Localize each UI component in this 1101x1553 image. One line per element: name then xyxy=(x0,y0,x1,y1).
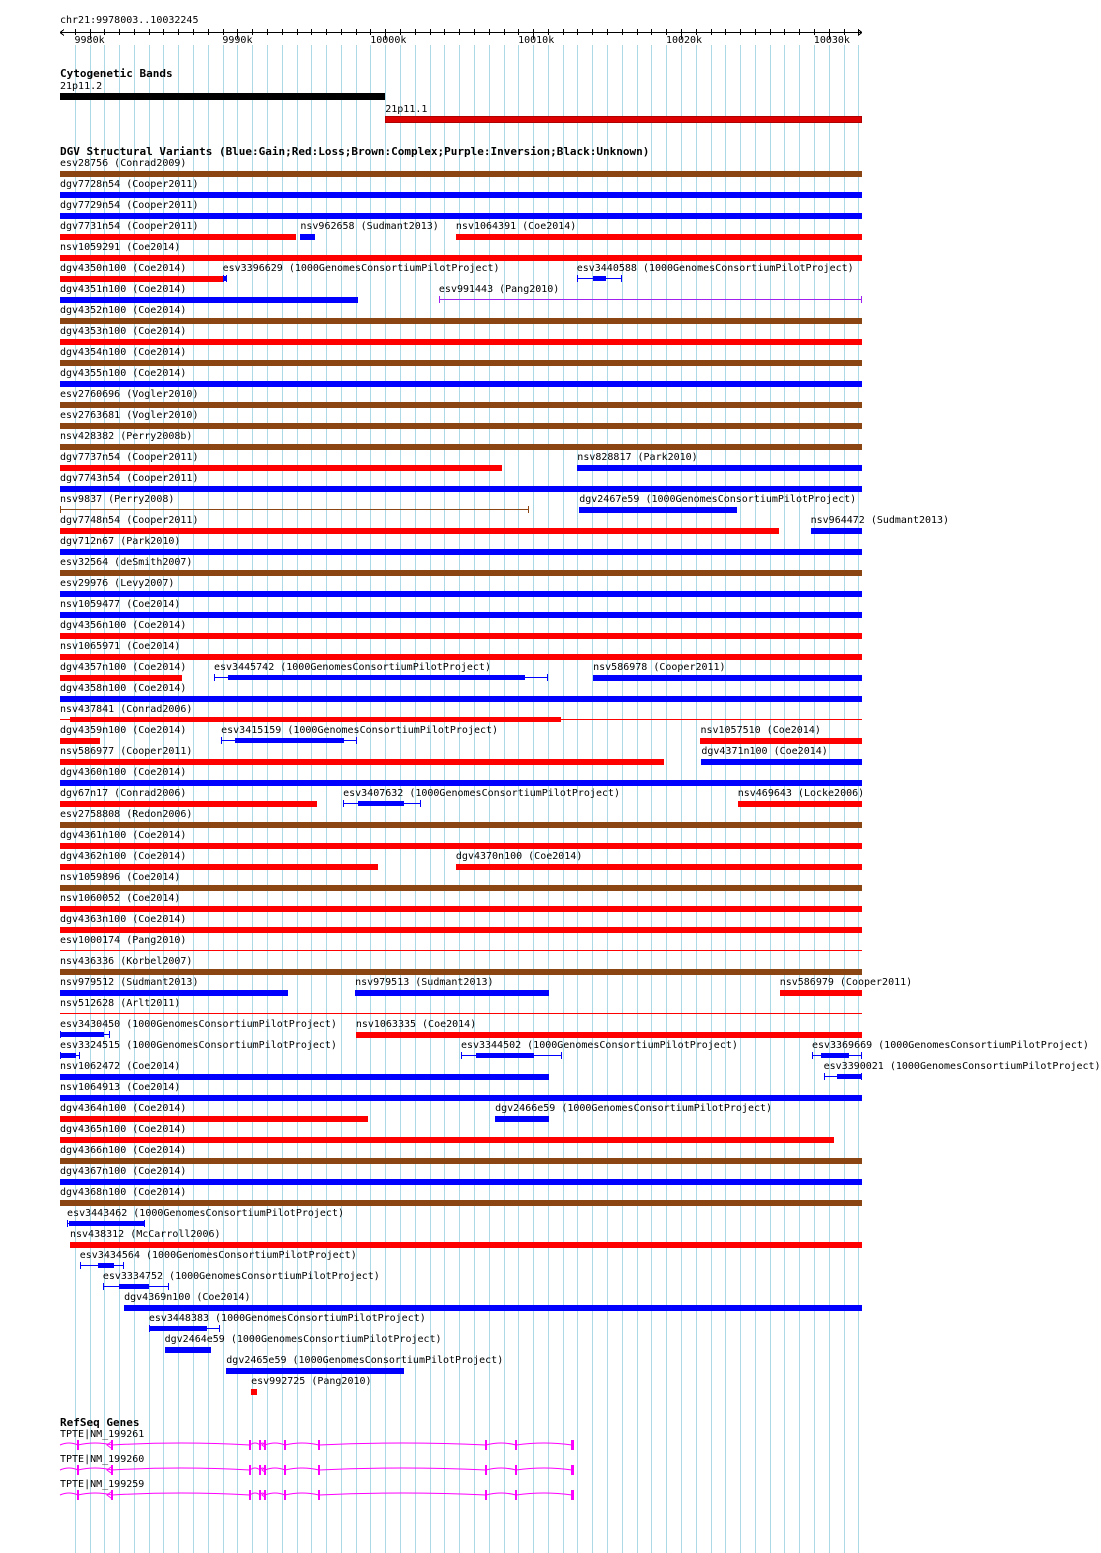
variant-label: dgv4350n100 (Coe2014) xyxy=(60,263,187,274)
gene-exon xyxy=(284,1490,286,1500)
variant-label: nsv1064391 (Coe2014) xyxy=(455,221,577,232)
variant-label: esv3407632 (1000GenomesConsortiumPilotProject) xyxy=(343,788,621,799)
variant-label: dgv4359n100 (Coe2014) xyxy=(60,725,187,736)
variant-bar[interactable] xyxy=(60,927,862,933)
gene-exon xyxy=(571,1490,574,1500)
ruler-tick-label: 10010k xyxy=(518,35,555,46)
variant-hairline[interactable] xyxy=(60,950,862,951)
variant-bar[interactable] xyxy=(358,801,404,806)
variant-label: nsv828817 (Park2010) xyxy=(577,452,698,463)
variant-end-tick xyxy=(577,275,578,282)
variant-label: nsv586978 (Cooper2011) xyxy=(593,662,726,673)
variant-bar[interactable] xyxy=(355,990,549,996)
variant-bar[interactable] xyxy=(60,633,862,639)
variant-label: dgv2466e59 (1000GenomesConsortiumPilotProject) xyxy=(495,1103,773,1114)
variant-bar[interactable] xyxy=(60,234,296,240)
variant-label: dgv4356n100 (Coe2014) xyxy=(60,620,187,631)
variant-bar[interactable] xyxy=(476,1053,535,1058)
gene-exon xyxy=(264,1465,266,1475)
variant-bar[interactable] xyxy=(60,759,664,765)
variant-hairline[interactable] xyxy=(439,299,862,300)
gene-exon xyxy=(77,1490,79,1500)
variant-bar[interactable] xyxy=(821,1053,849,1058)
variant-label: nsv1059291 (Coe2014) xyxy=(60,242,181,253)
gene-exon xyxy=(515,1465,517,1475)
gene-exon xyxy=(259,1490,261,1500)
variant-label: nsv9837 (Perry2008) xyxy=(60,494,175,505)
gene-exon xyxy=(259,1465,261,1475)
variant-label: nsv1059896 (Coe2014) xyxy=(60,872,181,883)
variant-bar[interactable] xyxy=(60,801,317,807)
variant-bar[interactable] xyxy=(60,1200,862,1206)
variant-label: esv3324515 (1000GenomesConsortiumPilotProject) xyxy=(60,1040,337,1051)
variant-end-tick xyxy=(80,1262,81,1269)
ruler-tick-label: 10000k xyxy=(370,35,407,46)
variant-bar[interactable] xyxy=(60,213,862,219)
variant-label: esv2758808 (Redon2006) xyxy=(60,809,193,820)
variant-bar[interactable] xyxy=(60,675,182,681)
variant-bar[interactable] xyxy=(593,675,862,681)
variant-bar[interactable] xyxy=(60,192,862,198)
variant-label: dgv712n67 (Park2010) xyxy=(60,536,181,547)
variant-label: nsv512628 (Arlt2011) xyxy=(60,998,181,1009)
variant-label: esv29976 (Levy2007) xyxy=(60,578,175,589)
variant-label: esv3334752 (1000GenomesConsortiumPilotProject) xyxy=(102,1271,380,1282)
gene-exon xyxy=(318,1490,320,1500)
variant-bar[interactable] xyxy=(98,1263,115,1268)
variant-label: dgv4355n100 (Coe2014) xyxy=(60,368,187,379)
gene-exon xyxy=(264,1490,266,1500)
variant-bar[interactable] xyxy=(60,486,862,492)
variant-label: nsv438312 (McCarroll2006) xyxy=(70,1229,221,1240)
variant-label: nsv1057510 (Coe2014) xyxy=(700,725,821,736)
variant-bar[interactable] xyxy=(226,1368,404,1374)
variant-label: dgv4352n100 (Coe2014) xyxy=(60,305,187,316)
variant-bar[interactable] xyxy=(60,591,862,597)
variant-label: esv3396629 (1000GenomesConsortiumPilotProject) xyxy=(222,263,500,274)
variant-bar[interactable] xyxy=(165,1347,211,1353)
variant-end-tick xyxy=(219,1325,220,1332)
variant-bar[interactable] xyxy=(577,465,862,471)
variant-hairline[interactable] xyxy=(60,509,529,510)
gene-exon xyxy=(264,1440,266,1450)
variant-label: dgv4354n100 (Coe2014) xyxy=(60,347,187,358)
variant-bar[interactable] xyxy=(300,234,315,240)
ruler-tick-label: 10020k xyxy=(665,35,703,46)
variant-label: nsv962658 (Sudmant2013) xyxy=(300,221,439,232)
variant-bar[interactable] xyxy=(60,318,862,324)
variant-label: nsv586979 (Cooper2011) xyxy=(779,977,913,988)
variant-bar[interactable] xyxy=(70,717,561,722)
variant-bar[interactable] xyxy=(60,423,862,429)
gene-exon xyxy=(318,1465,320,1475)
variant-label: dgv2464e59 (1000GenomesConsortiumPilotProject) xyxy=(164,1334,442,1345)
variant-label: dgv4371n100 (Coe2014) xyxy=(701,746,828,757)
variant-label: esv32564 (deSmith2007) xyxy=(60,557,193,568)
variant-end-tick xyxy=(461,1052,462,1059)
variant-end-tick xyxy=(343,800,344,807)
variant-bar[interactable] xyxy=(60,990,288,996)
variant-bar[interactable] xyxy=(223,276,226,281)
gene-exon xyxy=(77,1440,79,1450)
variant-label: esv3448383 (1000GenomesConsortiumPilotProject) xyxy=(148,1313,426,1324)
variant-end-tick xyxy=(79,1052,80,1059)
gene-exon xyxy=(485,1465,487,1475)
gene-exon xyxy=(284,1465,286,1475)
gene-label: TPTE|NM_199260 xyxy=(60,1454,145,1465)
variant-bar[interactable] xyxy=(60,255,862,261)
variant-label: nsv428382 (Perry2008b) xyxy=(60,431,193,442)
variant-bar[interactable] xyxy=(701,759,862,765)
variant-end-tick xyxy=(547,674,548,681)
locus-label: chr21:9978003..10032245 xyxy=(60,15,199,26)
variant-label: esv3430450 (1000GenomesConsortiumPilotProject) xyxy=(60,1019,337,1030)
gene-exon xyxy=(571,1440,574,1450)
variant-bar[interactable] xyxy=(60,360,862,366)
variant-bar[interactable] xyxy=(811,528,862,534)
variant-label: nsv1064913 (Coe2014) xyxy=(60,1082,181,1093)
gene-exon xyxy=(515,1490,517,1500)
gene-exon xyxy=(249,1465,251,1475)
ruler-tick-label: 10030k xyxy=(813,35,850,46)
gene-exon xyxy=(111,1490,113,1500)
variant-label: esv3445742 (1000GenomesConsortiumPilotProject) xyxy=(214,662,491,673)
variant-label: dgv4353n100 (Coe2014) xyxy=(60,326,187,337)
variant-label: nsv469643 (Locke2006) xyxy=(737,788,865,799)
variant-bar[interactable] xyxy=(60,1158,862,1164)
variant-end-tick xyxy=(528,506,529,513)
variant-label: dgv7737n54 (Cooper2011) xyxy=(60,452,199,463)
variant-bar[interactable] xyxy=(60,1032,104,1037)
variant-bar[interactable] xyxy=(149,1326,207,1331)
variant-bar[interactable] xyxy=(60,528,779,534)
variant-hairline[interactable] xyxy=(60,1013,862,1014)
variant-end-tick xyxy=(861,1052,862,1059)
variant-bar[interactable] xyxy=(700,738,862,744)
variant-bar[interactable] xyxy=(235,738,344,743)
variant-label: dgv4363n100 (Coe2014) xyxy=(60,914,187,925)
variant-end-tick xyxy=(824,1073,825,1080)
variant-bar[interactable] xyxy=(69,1221,144,1226)
variant-bar[interactable] xyxy=(124,1305,862,1311)
gene-exon xyxy=(515,1440,517,1450)
variant-bar[interactable] xyxy=(456,864,862,870)
cytoband-label: 21p11.1 xyxy=(385,104,428,115)
gene-intron-line xyxy=(60,1468,572,1470)
variant-label: nsv586977 (Cooper2011) xyxy=(60,746,193,757)
gene-exon xyxy=(111,1465,113,1475)
variant-end-tick xyxy=(420,800,421,807)
variant-label: nsv1059477 (Coe2014) xyxy=(60,599,181,610)
variant-label: esv2763681 (Vogler2010) xyxy=(60,410,199,421)
variant-bar[interactable] xyxy=(579,507,737,513)
variant-bar[interactable] xyxy=(60,654,862,660)
variant-label: nsv979513 (Sudmant2013) xyxy=(355,977,494,988)
cytoband-label: 21p11.2 xyxy=(60,81,103,92)
variant-bar[interactable] xyxy=(60,1116,368,1122)
variant-end-tick xyxy=(67,1220,68,1227)
cyto-track-title: Cytogenetic Bands xyxy=(60,67,173,80)
variant-label: dgv4370n100 (Coe2014) xyxy=(455,851,583,862)
variant-end-tick xyxy=(356,737,357,744)
variant-bar[interactable] xyxy=(60,549,862,555)
variant-label: dgv4358n100 (Coe2014) xyxy=(60,683,187,694)
variant-label: dgv7731n54 (Cooper2011) xyxy=(60,221,199,232)
dgv-track-title: DGV Structural Variants (Blue:Gain;Red:Loss;Brown:Complex;Purple:Inversion;Black:Unknown) xyxy=(60,145,650,158)
variant-end-tick xyxy=(60,506,61,513)
variant-bar[interactable] xyxy=(60,969,862,975)
variant-label: dgv2467e59 (1000GenomesConsortiumPilotProject) xyxy=(579,494,857,505)
variant-bar[interactable] xyxy=(780,990,862,996)
gene-exon xyxy=(485,1490,487,1500)
gene-exon xyxy=(77,1465,79,1475)
variant-bar[interactable] xyxy=(60,864,378,870)
ruler-tick-label: 9990k xyxy=(222,35,253,46)
variant-label: esv2760696 (Vogler2010) xyxy=(60,389,199,400)
variant-label: dgv4367n100 (Coe2014) xyxy=(60,1166,187,1177)
variant-label: dgv4369n100 (Coe2014) xyxy=(124,1292,251,1303)
variant-label: dgv67n17 (Conrad2006) xyxy=(60,788,187,799)
variant-label: dgv2465e59 (1000GenomesConsortiumPilotProject) xyxy=(226,1355,504,1366)
variant-label: nsv437841 (Conrad2006) xyxy=(60,704,193,715)
gene-exon xyxy=(111,1440,113,1450)
variant-bar[interactable] xyxy=(60,444,862,450)
variant-end-tick xyxy=(123,1262,124,1269)
variant-end-tick xyxy=(561,1052,562,1059)
variant-label: esv1000174 (Pang2010) xyxy=(60,935,187,946)
variant-bar[interactable] xyxy=(60,822,862,828)
variant-bar[interactable] xyxy=(60,1179,862,1185)
variant-label: dgv4368n100 (Coe2014) xyxy=(60,1187,187,1198)
variant-bar[interactable] xyxy=(60,906,862,912)
variant-label: dgv4366n100 (Coe2014) xyxy=(60,1145,187,1156)
variant-bar[interactable] xyxy=(593,276,606,281)
variant-bar[interactable] xyxy=(60,402,862,408)
variant-label: dgv4361n100 (Coe2014) xyxy=(60,830,187,841)
variant-bar[interactable] xyxy=(60,1095,862,1101)
variant-label: nsv964472 (Sudmant2013) xyxy=(810,515,950,526)
gene-model[interactable] xyxy=(0,1463,890,1477)
variant-label: dgv7729n54 (Cooper2011) xyxy=(60,200,199,211)
variant-label: esv3390021 (1000GenomesConsortiumPilotProject) xyxy=(823,1061,1101,1072)
gene-intron-line xyxy=(60,1443,572,1445)
variant-label: esv3369669 (1000GenomesConsortiumPilotProject) xyxy=(811,1040,1089,1051)
variant-label: dgv4357n100 (Coe2014) xyxy=(60,662,187,673)
gene-exon xyxy=(249,1490,251,1500)
gene-exon xyxy=(249,1440,251,1450)
gene-exon xyxy=(284,1440,286,1450)
gene-label: TPTE|NM_199261 xyxy=(60,1429,145,1440)
variant-label: esv3344502 (1000GenomesConsortiumPilotProject) xyxy=(460,1040,738,1051)
variant-label: esv991443 (Pang2010) xyxy=(438,284,560,295)
variant-end-tick xyxy=(214,674,215,681)
variant-bar[interactable] xyxy=(60,381,862,387)
gene-exon xyxy=(485,1440,487,1450)
variant-label: nsv1060052 (Coe2014) xyxy=(60,893,181,904)
variant-label: esv3415159 (1000GenomesConsortiumPilotProject) xyxy=(221,725,499,736)
variant-bar[interactable] xyxy=(60,696,862,702)
variant-label: dgv7728n54 (Cooper2011) xyxy=(60,179,199,190)
variant-bar[interactable] xyxy=(738,801,862,807)
variant-bar[interactable] xyxy=(456,234,862,240)
variant-label: dgv4365n100 (Coe2014) xyxy=(60,1124,187,1135)
variant-bar[interactable] xyxy=(837,1074,862,1079)
variant-bar[interactable] xyxy=(60,465,502,471)
variant-bar[interactable] xyxy=(495,1116,549,1122)
gene-exon xyxy=(318,1440,320,1450)
cytoband[interactable] xyxy=(385,116,862,123)
variant-label: dgv4362n100 (Coe2014) xyxy=(60,851,187,862)
variant-label: nsv979512 (Sudmant2013) xyxy=(60,977,199,988)
variant-label: esv992725 (Pang2010) xyxy=(251,1376,372,1387)
variant-bar[interactable] xyxy=(60,297,358,303)
variant-bar[interactable] xyxy=(228,675,524,680)
variant-bar[interactable] xyxy=(60,843,862,849)
variant-bar[interactable] xyxy=(60,276,224,282)
variant-bar[interactable] xyxy=(60,780,862,786)
variant-bar[interactable] xyxy=(60,570,862,576)
variant-end-tick xyxy=(103,1283,104,1290)
variant-end-tick xyxy=(109,1031,110,1038)
variant-bar[interactable] xyxy=(60,171,862,177)
variant-label: esv3440588 (1000GenomesConsortiumPilotProject) xyxy=(576,263,854,274)
variant-label: esv28756 (Conrad2009) xyxy=(60,158,187,169)
variant-end-tick xyxy=(812,1052,813,1059)
ruler-tick-label: 9980k xyxy=(74,35,105,46)
gene-label: TPTE|NM_199259 xyxy=(60,1479,145,1490)
variant-end-tick xyxy=(861,296,862,303)
variant-bar[interactable] xyxy=(251,1389,257,1395)
variant-end-tick xyxy=(168,1283,169,1290)
gene-exon xyxy=(259,1440,261,1450)
variant-label: dgv4351n100 (Coe2014) xyxy=(60,284,187,295)
variant-bar[interactable] xyxy=(356,1032,862,1038)
variant-bar[interactable] xyxy=(60,1074,549,1080)
variant-end-tick xyxy=(621,275,622,282)
variant-label: dgv4360n100 (Coe2014) xyxy=(60,767,187,778)
variant-label: dgv4364n100 (Coe2014) xyxy=(60,1103,187,1114)
variant-end-tick xyxy=(144,1220,145,1227)
variant-label: esv3434564 (1000GenomesConsortiumPilotProject) xyxy=(79,1250,357,1261)
variant-label: nsv1062472 (Coe2014) xyxy=(60,1061,181,1072)
variant-bar[interactable] xyxy=(60,738,100,744)
variant-label: nsv436336 (Korbel2007) xyxy=(60,956,193,967)
gene-model[interactable] xyxy=(0,1488,890,1502)
variant-label: dgv7748n54 (Cooper2011) xyxy=(60,515,199,526)
variant-label: nsv1063335 (Coe2014) xyxy=(355,1019,477,1030)
variant-end-tick xyxy=(439,296,440,303)
cytoband[interactable] xyxy=(60,93,385,100)
variant-bar[interactable] xyxy=(70,1242,862,1248)
gene-model[interactable] xyxy=(0,1438,890,1452)
variant-label: esv3443462 (1000GenomesConsortiumPilotProject) xyxy=(67,1208,344,1219)
variant-end-tick xyxy=(221,737,222,744)
variant-label: nsv1065971 (Coe2014) xyxy=(60,641,181,652)
variant-bar[interactable] xyxy=(119,1284,149,1289)
variant-bar[interactable] xyxy=(60,1053,76,1058)
gene-exon xyxy=(571,1465,574,1475)
variant-label: dgv7743n54 (Cooper2011) xyxy=(60,473,199,484)
variant-bar[interactable] xyxy=(60,885,862,891)
refseq-track-title: RefSeq Genes xyxy=(60,1416,140,1429)
variant-bar[interactable] xyxy=(60,612,862,618)
gene-intron-line xyxy=(60,1493,572,1495)
variant-bar[interactable] xyxy=(60,1137,834,1143)
variant-bar[interactable] xyxy=(60,339,862,345)
